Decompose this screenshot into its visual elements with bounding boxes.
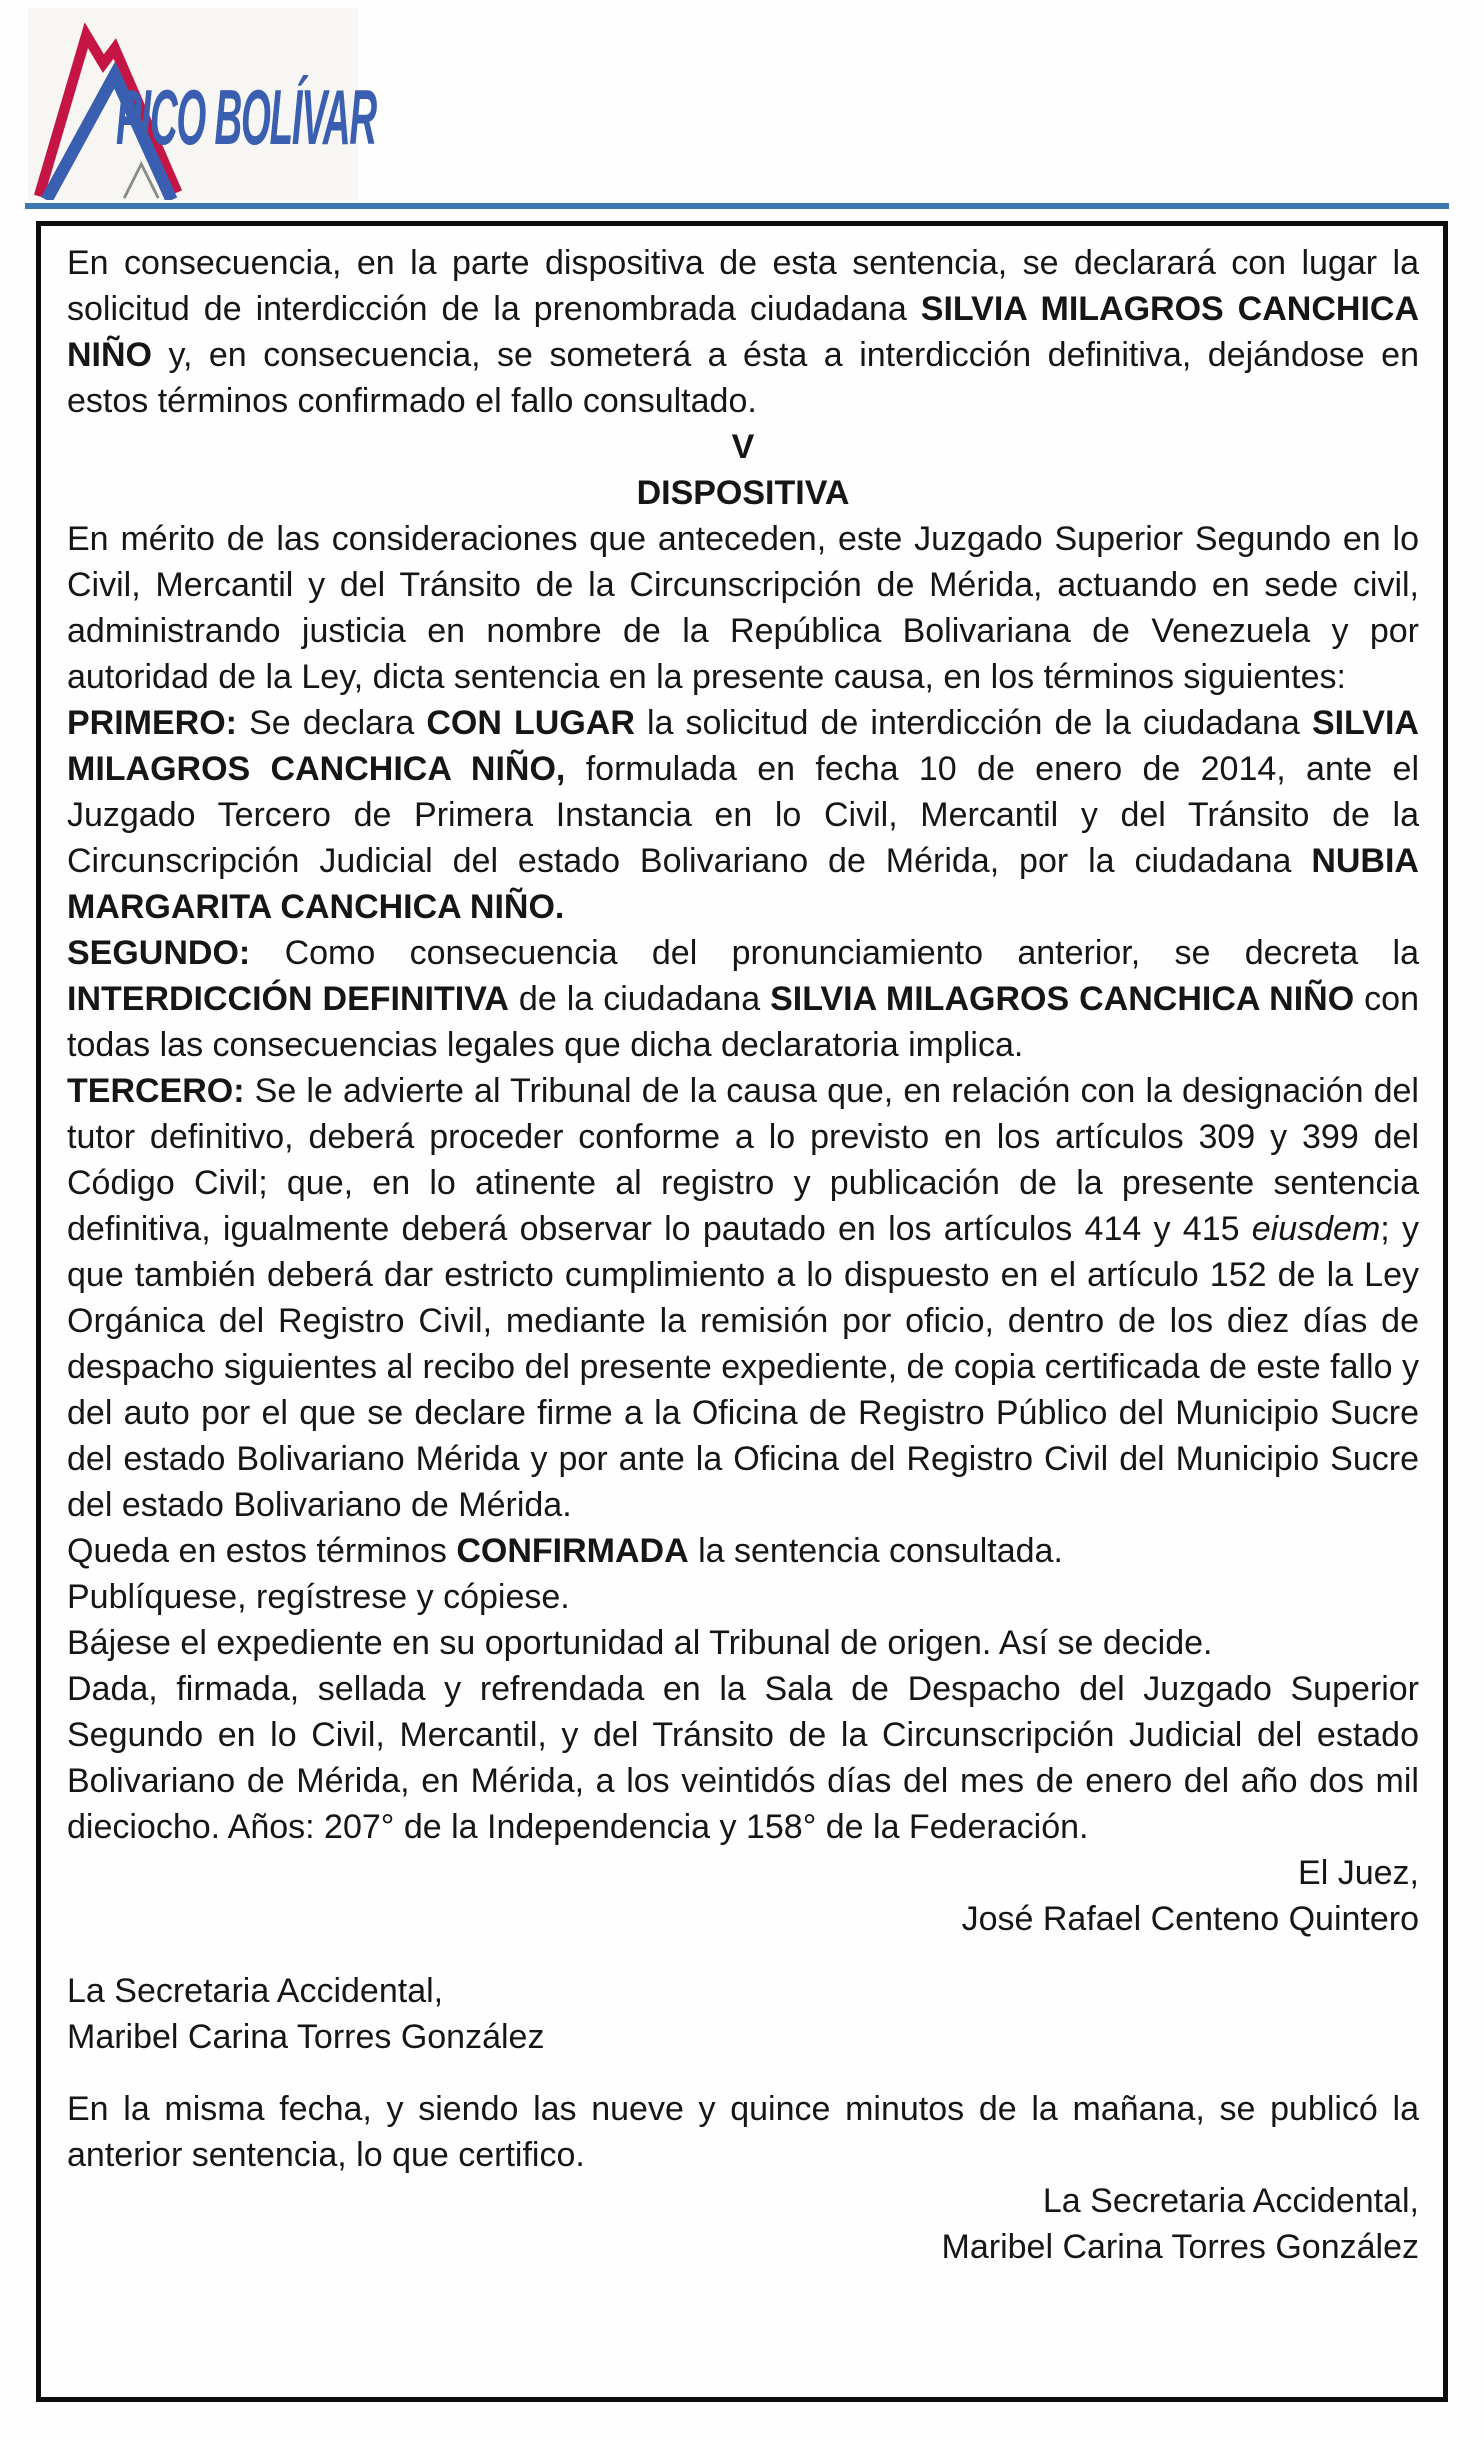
paragraph <box>67 2086 1419 2178</box>
paragraph <box>67 1896 1419 1942</box>
text-run: El Juez, <box>1298 1854 1419 1892</box>
text-run: INTERDICCIÓN DEFINITIVA <box>67 980 509 1018</box>
paragraph <box>67 1850 1419 1896</box>
text-run: Como consecuencia del pronunciamiento anterior, se decreta la <box>250 934 1419 972</box>
paragraph <box>67 240 1419 424</box>
pico-bolivar-logo <box>28 8 376 200</box>
paragraph <box>67 1666 1419 1850</box>
document-body <box>36 221 1448 2402</box>
paragraph <box>67 2178 1419 2224</box>
text-run: Se le advierte al Tribunal de la causa que, en relación con la designación del tutor definitivo, deberá proceder conforme a lo previsto en los artículos 309 y 399 del Código Civil; que, en lo atinente al registro y publicación de la presente sentencia definitiva, igualmente deberá observar lo pautado en los artículos 414 y 415 <box>67 1072 1419 1248</box>
text-run: La Secretaria Accidental, <box>67 1972 444 2010</box>
text-run: formulada en fecha 10 de enero de 2014, ante el Juzgado Tercero de Primera Instancia en lo Civil, Mercantil y del Tránsito de la Circunscripción Judicial del estado Bolivariano de Mérida, por la ciudadana <box>67 750 1419 880</box>
text-run: la solicitud de interdicción de la ciudadana <box>634 704 1312 742</box>
text-run: SILVIA MILAGROS CANCHICA NIÑO, <box>67 704 1419 788</box>
text-run: la sentencia consultada. <box>688 1532 1063 1570</box>
paragraph <box>67 1528 1419 1574</box>
paragraph <box>67 2224 1419 2270</box>
text-run: Bájese el expediente en su oportunidad al Tribunal de origen. Así se decide. <box>67 1624 1213 1662</box>
text-run: En mérito de las consideraciones que anteceden, este Juzgado Superior Segundo en lo Civil, Mercantil y del Tránsito de la Circunscripción de Mérida, actuando en sede civil, administrando justicia en nombre de la República Bolivariana de Venezuela y por autoridad de la Ley, dicta sentencia en la presente causa, en los términos siguientes: <box>67 520 1419 696</box>
text-run: eiusdem <box>1251 1210 1381 1248</box>
text-run: PRIMERO: <box>67 704 237 742</box>
paragraph <box>67 930 1419 1068</box>
text-run: y, en consecuencia, se someterá a ésta a interdicción definitiva, dejándose en estos términos confirmado el fallo consultado. <box>67 336 1419 420</box>
paragraph <box>67 1968 1419 2014</box>
text-run: SILVIA MILAGROS CANCHICA NIÑO <box>770 980 1355 1018</box>
text-run: V <box>731 428 755 466</box>
text-run: CONFIRMADA <box>456 1532 689 1570</box>
paragraph <box>67 424 1419 470</box>
text-run: José Rafael Centeno Quintero <box>961 1900 1419 1938</box>
paragraph <box>67 516 1419 700</box>
text-run: En consecuencia, en la parte dispositiva de esta sentencia, se declarará con lugar la solicitud de interdicción de la prenombrada ciudadana <box>67 244 1419 328</box>
text-run: TERCERO: <box>67 1072 245 1110</box>
paragraph <box>67 1574 1419 1620</box>
text-run: La Secretaria Accidental, <box>1042 2182 1419 2220</box>
paragraph <box>67 1068 1419 1528</box>
text-run: SEGUNDO: <box>67 934 251 972</box>
text-run: DISPOSITIVA <box>636 474 850 512</box>
paragraph <box>67 1620 1419 1666</box>
paragraph <box>67 2014 1419 2060</box>
paragraph <box>67 700 1419 930</box>
header-divider <box>25 203 1449 209</box>
text-run: Maribel Carina Torres González <box>67 2018 545 2056</box>
text-run: CON LUGAR <box>426 704 635 742</box>
text-run: En la misma fecha, y siendo las nueve y quince minutos de la mañana, se publicó la anterior sentencia, lo que certifico. <box>67 2090 1419 2174</box>
text-run: ; y que también deberá dar estricto cumplimiento a lo dispuesto en el artículo 152 de la Ley Orgánica del Registro Civil, mediante la remisión por oficio, dentro de los diez días de despacho siguientes al recibo del presente expediente, de copia certificada de este fallo y del auto por el que se declare firme a la Oficina de Registro Público del Municipio Sucre del estado Bolivariano Mérida y por ante la Oficina del Registro Civil del Municipio Sucre del estado Bolivariano de Mérida. <box>67 1210 1419 1524</box>
text-run: de la ciudadana <box>508 980 771 1018</box>
text-run: Dada, firmada, sellada y refrendada en la Sala de Despacho del Juzgado Superior Segundo en lo Civil, Mercantil, y del Tránsito de la Circunscripción Judicial del estado Bolivariano de Mérida, en Mérida, a los veintidós días del mes de enero del año dos mil dieciocho. Años: 207° de la Independencia y 158° de la Federación. <box>67 1670 1419 1846</box>
text-run: Maribel Carina Torres González <box>941 2228 1419 2266</box>
text-run: Queda en estos términos <box>67 1532 457 1570</box>
text-run: Se declara <box>237 704 427 742</box>
brand-name: PICO BOLÍVAR <box>116 75 376 162</box>
text-run: con todas las consecuencias legales que dicha declaratoria implica. <box>67 980 1420 1064</box>
text-run: NUBIA MARGARITA CANCHICA NIÑO. <box>67 842 1419 926</box>
paragraph <box>67 470 1419 516</box>
text-run: SILVIA MILAGROS CANCHICA NIÑO <box>67 290 1419 374</box>
text-run: Publíquese, regístrese y cópiese. <box>67 1578 570 1616</box>
